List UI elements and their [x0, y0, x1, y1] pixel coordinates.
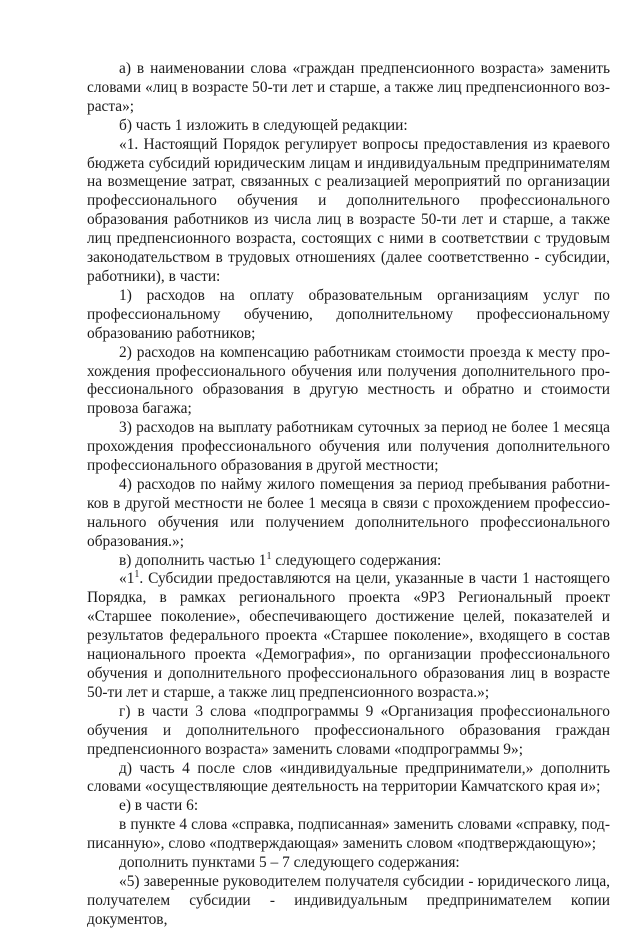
- paragraph-v-superscript: 1: [266, 550, 272, 562]
- document-page: [87, 60, 610, 930]
- paragraph-v-post: следующего содержания:: [271, 551, 442, 569]
- paragraph-part-1-1: [87, 570, 610, 702]
- paragraph-point-5: «5) заверенные руководителем получателя субсидии - юридического лица, получателем субсидии - индивидуальным предпринимателем копии документов,: [87, 872, 610, 928]
- paragraph-g: г) в части 3 слова «подпрограммы 9 «Организация профессионального обучения и дополнительного профессионального образования граждан предпенсионного возраста» заменить словами «подпрограммы 9»;: [87, 702, 610, 758]
- paragraph-part-1-1-post: . Субсидии предоставляются на цели, указанные в части 1 настоящего Порядка, в рамках регионального проекта «9Р3 Региональный проект «Старшее поколение», обеспечивающего достижение целей, показателей и результатов федерального проекта «Старшее поколение», входящего в состав национального проекта «Демография», по организации профессионального обучения и дополнительного профессионального образования лиц в возрасте 50-ти лет и старше, а также лиц предпенсионного возраста.»;: [87, 570, 610, 701]
- paragraph-e: е) в части 6:: [119, 797, 199, 815]
- paragraph-part-1-1-superscript: 1: [134, 569, 140, 581]
- paragraph-add-points: дополнить пунктами 5 – 7 следующего содержания:: [119, 854, 460, 872]
- paragraph-part-1: «1. Настоящий Порядок регулирует вопросы предоставления из краевого бюджета субсидий юридическим лицам и индивидуальным предпринимателям на возмещение затрат, связанных с реализацией мероприятий по организации профессионального обучения и дополнительного профессионального образования работников из числа лиц в возрасте 50-ти лет и старше, а также лиц предпенсионного возраста, состоящих с ними в соответствии с трудовым законодательством в трудовых отношениях (далее соответственно - субсидии, работники), в части:: [87, 135, 610, 285]
- paragraph-point-4: в пункте 4 слова «справка, подписанная» заменить словами «справку, подписанную», слово «подтверждающая» заменить словом «подтверждающую»;: [87, 816, 610, 853]
- paragraph-item-3: 3) расходов на выплату работникам суточных за период не более 1 месяца прохождения профессионального обучения или получения дополнительного профессионального образования в другой местности;: [87, 419, 610, 475]
- paragraph-part-1-1-pre: «1: [119, 570, 135, 588]
- paragraph-item-4: 4) расходов по найму жилого помещения за период пребывания работников в другой местности не более 1 месяца в связи с прохождением профессионального обучения или получением дополнительного профессионального образования.»;: [87, 475, 610, 550]
- paragraph-item-1: 1) расходов на оплату образовательным организациям услуг по профессиональному обучению, дополнительному профессиональному образованию работников;: [87, 286, 610, 342]
- paragraph-item-2: 2) расходов на компенсацию работникам стоимости проезда к месту прохождения профессионального обучения или получения дополнительного профессионального образования в другую местность и обратно и стоимости провоза багажа;: [87, 343, 610, 418]
- paragraph-d: д) часть 4 после слов «индивидуальные предприниматели,» дополнить словами «осуществляющие деятельность на территории Камчатского края и»;: [87, 759, 610, 796]
- paragraph-v-pre: в) дополнить частью 1: [119, 551, 267, 569]
- paragraph-b: б) часть 1 изложить в следующей редакции:: [119, 116, 408, 134]
- paragraph-v: [87, 552, 610, 571]
- paragraph-a: а) в наименовании слова «граждан предпенсионного возраста» заменить словами «лиц в возрасте 50-ти лет и старше, а также лиц предпенсионного возраста»;: [87, 60, 610, 115]
